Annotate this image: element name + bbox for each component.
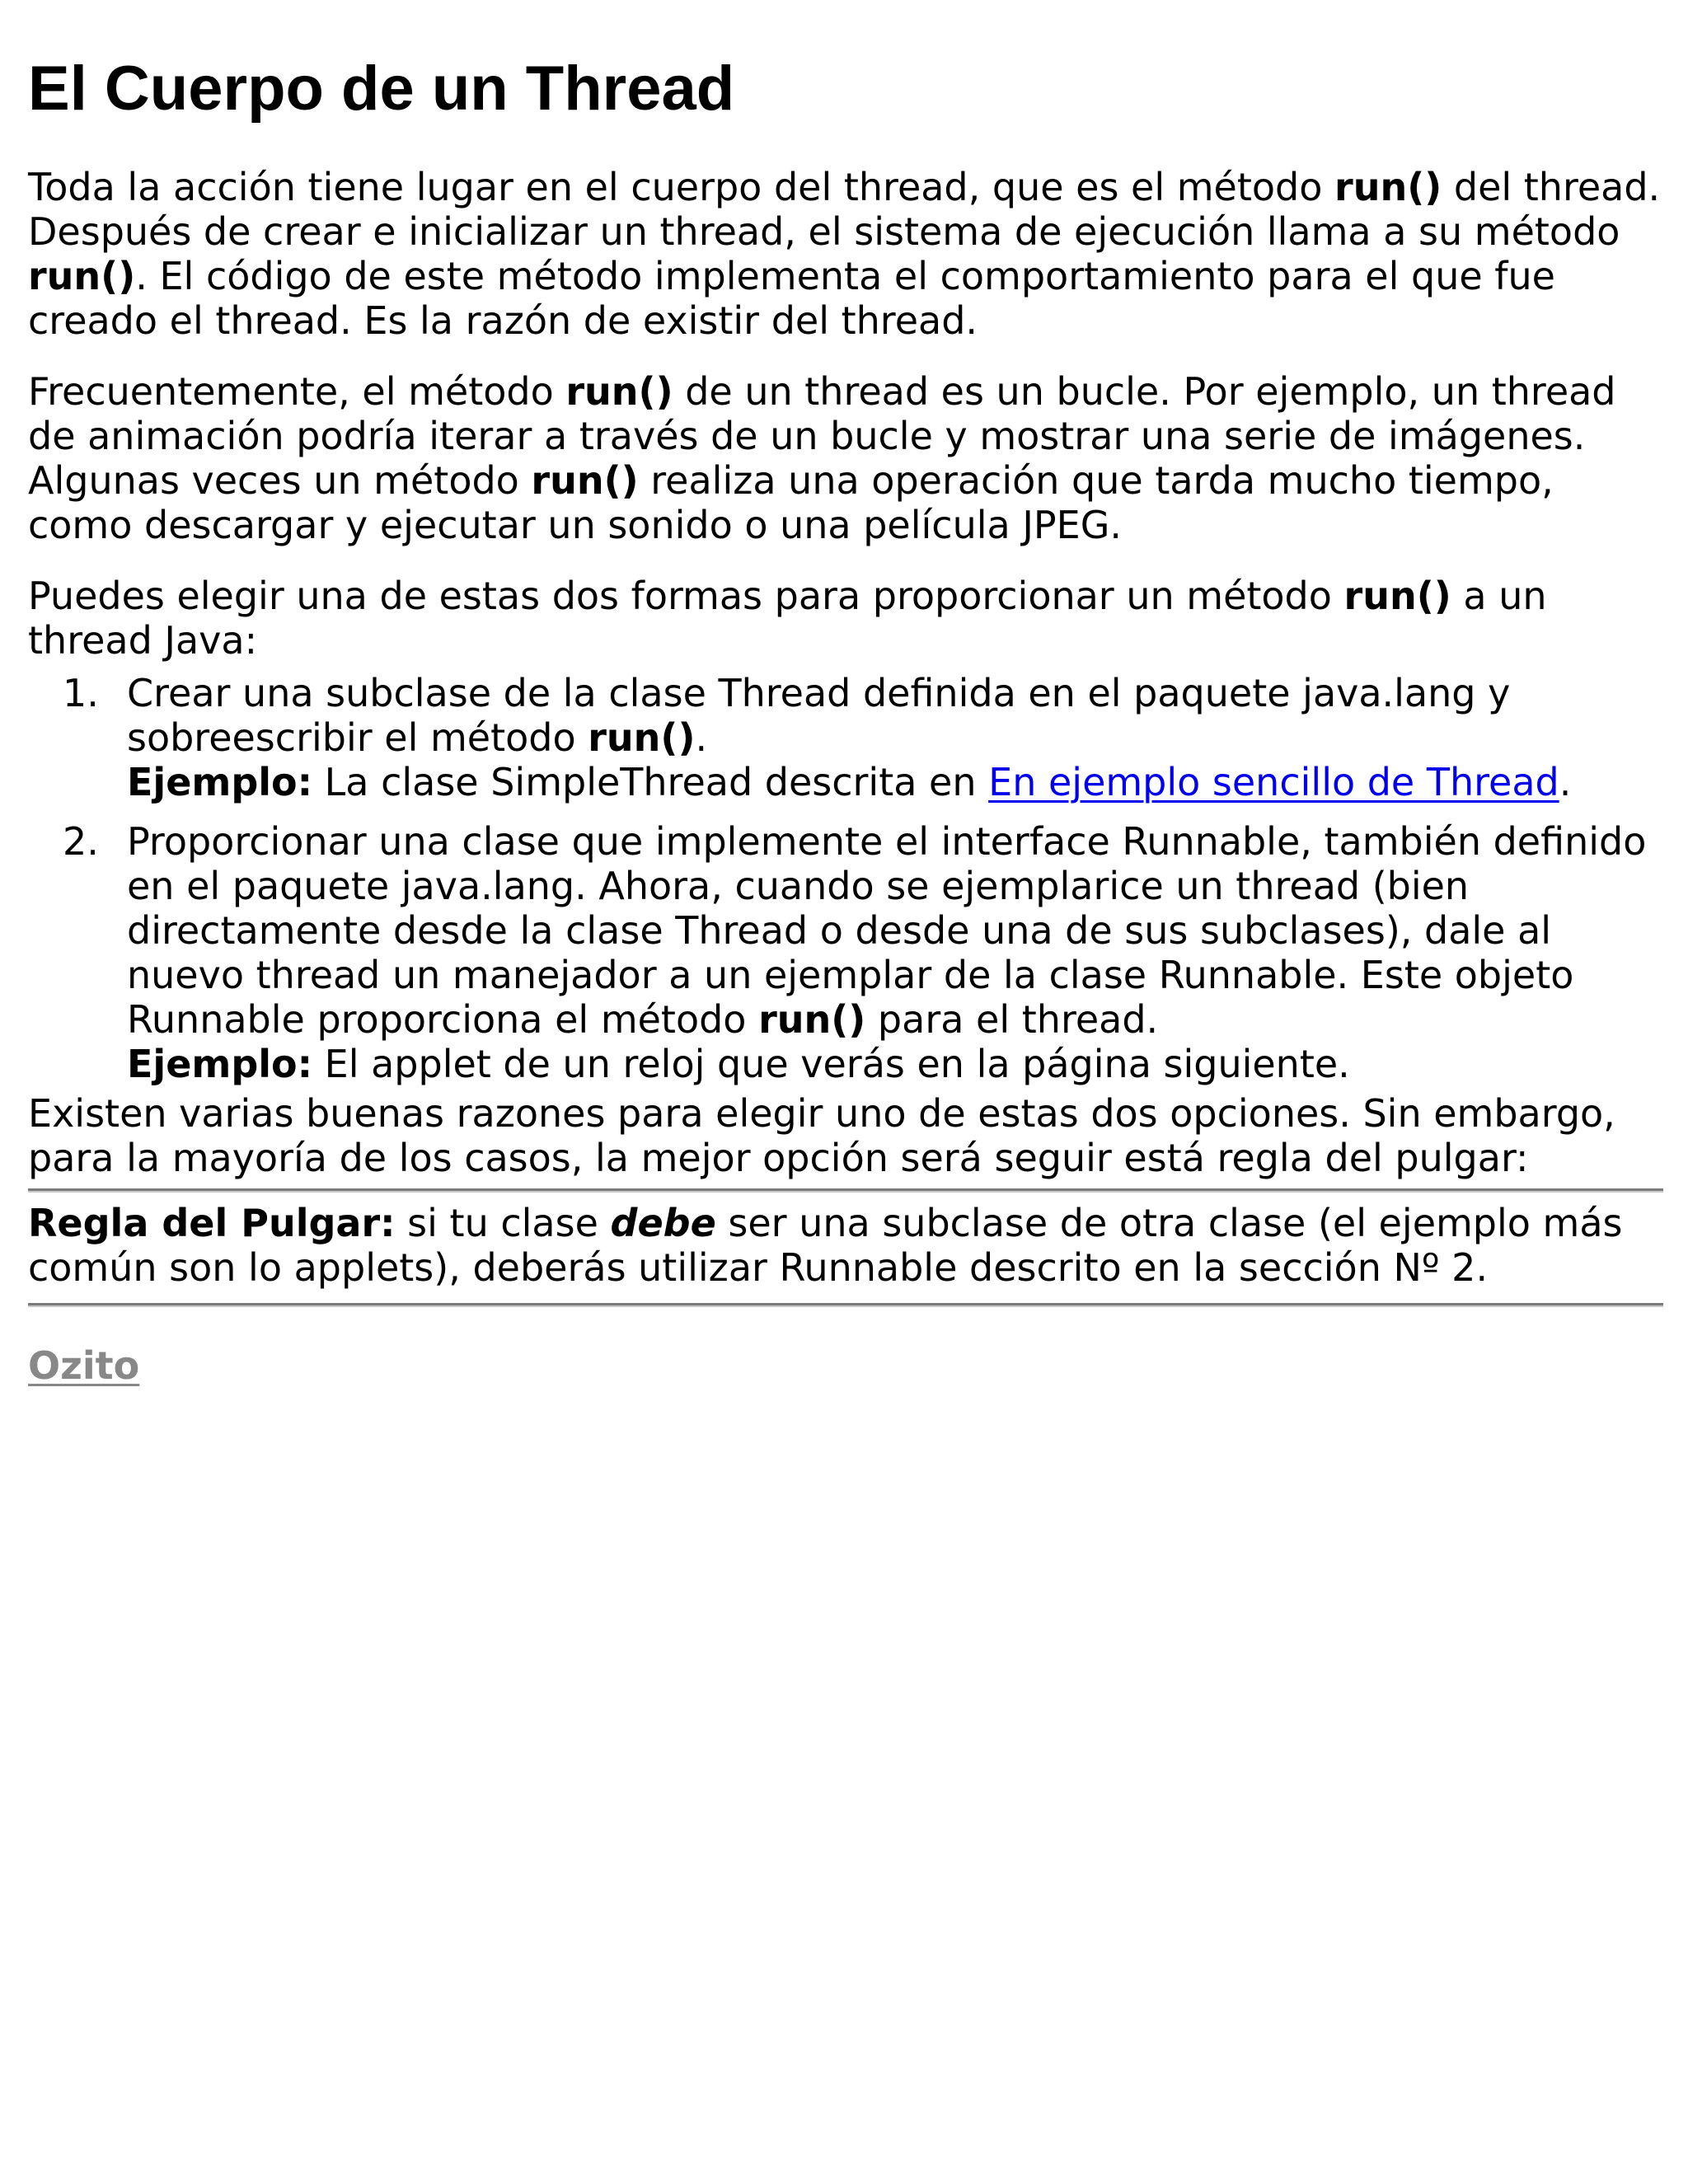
- paragraph-options-text-a: Puedes elegir una de estas dos formas para proporcionar un método: [28, 574, 1344, 618]
- code-run: run(): [28, 254, 136, 298]
- code-run: run(): [758, 997, 866, 1042]
- list-item-number: 2.: [63, 819, 99, 864]
- paragraph-loop-text-b: de un thread es un bucle. Por ejemplo, un thread de animación podría iterar a través de un bucle y mostrar una serie de imágenes. Algunas veces un método: [28, 369, 1616, 503]
- code-run: run(): [531, 458, 639, 503]
- rule-of-thumb: [28, 1201, 1663, 1290]
- paragraph-options-text-b: a un thread Java:: [28, 574, 1547, 663]
- example-text-end: .: [1559, 760, 1572, 804]
- list-item-text: Proporcionar una clase que implemente el interface Runnable, también definido en el paquete java.lang. Ahora, cuando se ejemplarice un thread (bien directamente desde la clase Thread o desde una de sus subclases), dale al nuevo thread un manejador a un ejemplar de la clase Runnable. Este objeto Runnable proporciona el método: [127, 819, 1647, 1042]
- code-run: run(): [565, 369, 673, 414]
- options-list: [28, 671, 1663, 1086]
- paragraph-intro-text-c: . El código de este método implementa el comportamiento para el que fue creado el thread. Es la razón de existir del thread.: [28, 254, 1555, 343]
- paragraph-loop-text-c: realiza una operación que tarda mucho tiempo, como descargar y ejecutar un sonido o una película JPEG.: [28, 458, 1554, 547]
- paragraph-loop: [28, 369, 1663, 547]
- example-text: El applet de un reloj que verás en la página siguiente.: [312, 1042, 1350, 1086]
- paragraph-reasons: Existen varias buenas razones para elegir uno de estas dos opciones. Sin embargo, para la mayoría de los casos, la mejor opción será seguir está regla del pulgar:: [28, 1091, 1615, 1180]
- paragraph-intro-text-a: Toda la acción tiene lugar en el cuerpo del thread, que es el método: [28, 165, 1335, 209]
- paragraph-intro: [28, 165, 1663, 343]
- list-item: [63, 819, 1663, 1086]
- ozito-link[interactable]: Ozito: [28, 1343, 140, 1388]
- list-item-text-end: para el thread.: [865, 997, 1159, 1042]
- page-title: El Cuerpo de un Thread: [28, 54, 735, 124]
- code-run: run(): [1343, 574, 1451, 618]
- list-item-number: 1.: [63, 671, 99, 715]
- paragraph-options: [28, 574, 1663, 663]
- rule-emphasis: debe: [610, 1201, 716, 1245]
- example-label: Ejemplo:: [127, 760, 313, 804]
- rule-text-b: ser una subclase de otra clase (el ejemplo más común son lo applets), deberás utilizar Runnable descrito en la sección Nº 2.: [28, 1201, 1623, 1290]
- divider-bottom: [28, 1303, 1663, 1307]
- list-item-text-end: .: [695, 715, 708, 760]
- code-run: run(): [1334, 165, 1442, 209]
- example-label: Ejemplo:: [127, 1042, 313, 1086]
- rule-label: Regla del Pulgar:: [28, 1201, 396, 1245]
- list-item: [63, 671, 1663, 804]
- code-run: run(): [588, 715, 696, 760]
- paragraph-intro-text-b: del thread. Después de crear e inicializar un thread, el sistema de ejecución llama a su método: [28, 165, 1661, 254]
- paragraph-loop-text-a: Frecuentemente, el método: [28, 369, 566, 414]
- document-page: [28, 0, 1663, 1388]
- rule-text-a: si tu clase: [395, 1201, 611, 1245]
- simple-thread-example-link[interactable]: En ejemplo sencillo de Thread: [988, 760, 1559, 804]
- example-text: La clase SimpleThread descrita en: [312, 760, 989, 804]
- list-item-text: Crear una subclase de la clase Thread definida en el paquete java.lang y sobreescribir el método: [127, 671, 1511, 760]
- divider-top: [28, 1188, 1663, 1193]
